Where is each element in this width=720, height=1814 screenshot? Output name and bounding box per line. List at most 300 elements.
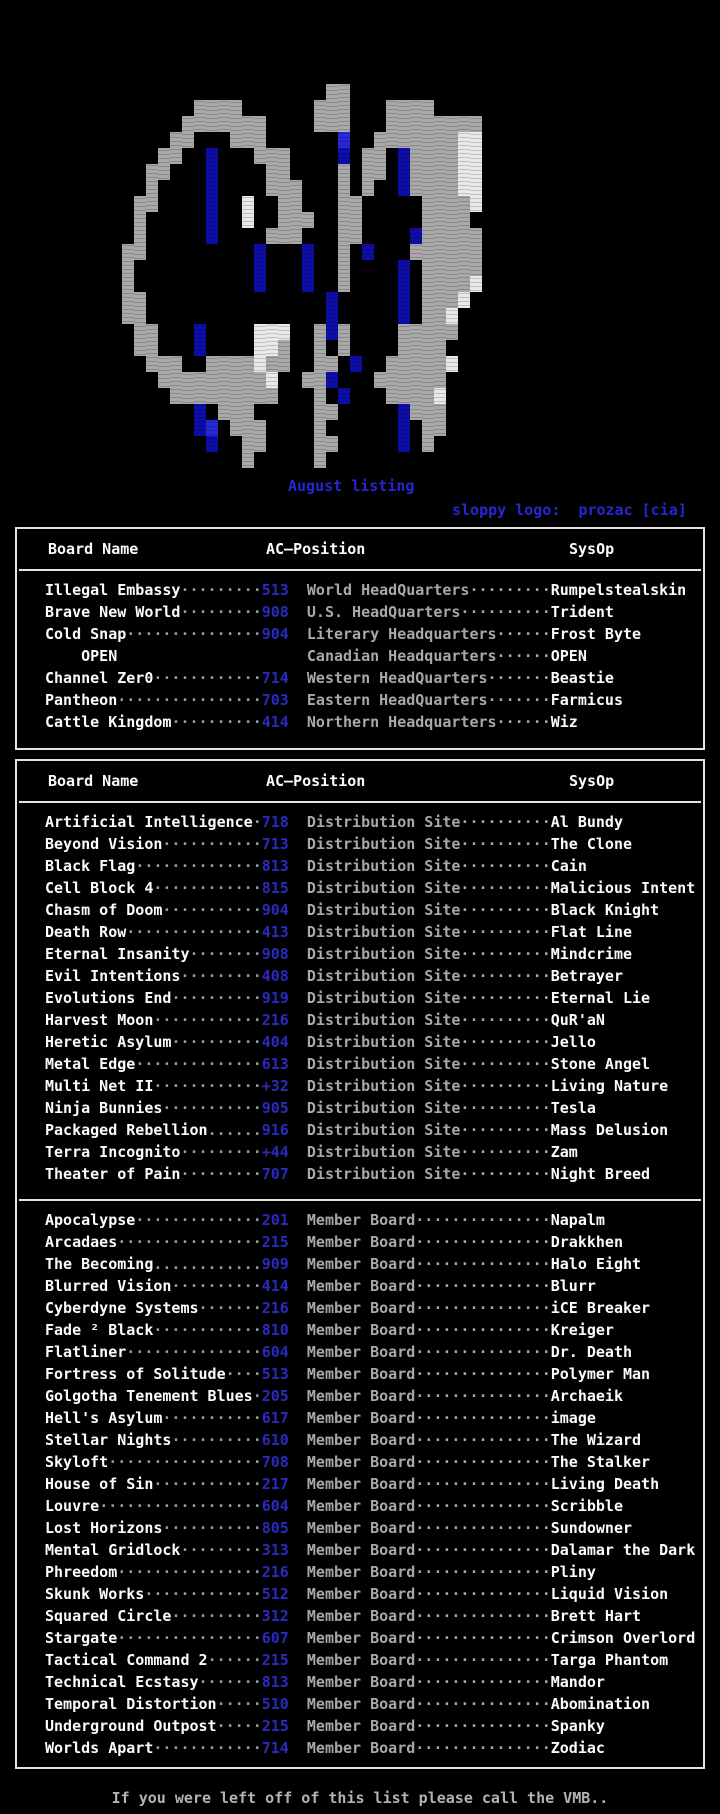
sysop-name: Al Bundy bbox=[550, 813, 623, 831]
ac-code: 613 bbox=[261, 1055, 307, 1073]
sysop-name: Sundowner bbox=[550, 1519, 633, 1537]
board-position: Distribution Site·········· bbox=[306, 1143, 551, 1161]
board-position: Member Board··············· bbox=[306, 1585, 551, 1603]
dot-leader: ········· bbox=[180, 581, 262, 599]
column-header-board-name: Board Name bbox=[48, 540, 139, 558]
ac-code: 813 bbox=[261, 1673, 307, 1691]
board-position: Member Board··············· bbox=[306, 1497, 551, 1515]
sysop-name: Eternal Lie bbox=[550, 989, 651, 1007]
ac-code: 216 bbox=[261, 1011, 307, 1029]
sysop-name: Betrayer bbox=[550, 967, 623, 985]
board-row bbox=[17, 833, 703, 855]
board-name: Apocalypse bbox=[45, 1211, 136, 1229]
board-name: Artificial Intelligence bbox=[45, 813, 253, 831]
sysop-name: image bbox=[550, 1409, 596, 1427]
dot-leader: ············ bbox=[153, 1321, 262, 1339]
ac-code: 919 bbox=[261, 989, 307, 1007]
ac-code: 510 bbox=[261, 1695, 307, 1713]
dot-leader: ············ bbox=[153, 669, 262, 687]
board-name: Louvre bbox=[45, 1497, 100, 1515]
ac-code: 714 bbox=[261, 1739, 307, 1757]
dot-leader: · bbox=[252, 813, 262, 831]
dot-leader: ················ bbox=[117, 1233, 262, 1251]
sysop-name: Living Nature bbox=[550, 1077, 669, 1095]
dot-leader: ··············· bbox=[126, 625, 262, 643]
board-row bbox=[17, 1473, 703, 1495]
sysop-name: Night Breed bbox=[550, 1165, 651, 1183]
board-name: OPEN bbox=[45, 647, 118, 665]
board-row bbox=[17, 579, 703, 601]
board-name: Cyberdyne Systems bbox=[45, 1299, 199, 1317]
board-row bbox=[17, 1671, 703, 1693]
board-name: Theater of Pain bbox=[45, 1165, 181, 1183]
ac-code: 408 bbox=[261, 967, 307, 985]
board-position: Member Board··············· bbox=[306, 1431, 551, 1449]
footer-message: If you were left off of this list please call the VMB.. bbox=[111, 1789, 609, 1807]
board-name: Fortress of Solitude bbox=[45, 1365, 226, 1383]
board-name: Arcadaes bbox=[45, 1233, 118, 1251]
board-position: Canadian Headquarters······ bbox=[306, 647, 551, 665]
ac-code: 810 bbox=[261, 1321, 307, 1339]
member-rows bbox=[17, 1209, 703, 1759]
board-position: U.S. HeadQuarters·········· bbox=[306, 603, 551, 621]
dot-leader: ·········· bbox=[171, 1431, 262, 1449]
sysop-name: Pliny bbox=[550, 1563, 596, 1581]
sysop-name: Beastie bbox=[550, 669, 614, 687]
board-position: Northern Headquarters······ bbox=[306, 713, 551, 731]
board-position: Member Board··············· bbox=[306, 1321, 551, 1339]
board-row bbox=[17, 1163, 703, 1185]
ac-code: 707 bbox=[261, 1165, 307, 1183]
ac-code: 215 bbox=[261, 1717, 307, 1735]
sysop-name: Crimson Overlord bbox=[550, 1629, 696, 1647]
board-position: Member Board··············· bbox=[306, 1607, 551, 1625]
board-name: Skyloft bbox=[45, 1453, 109, 1471]
ac-code: 916 bbox=[261, 1121, 307, 1139]
sysop-name: The Wizard bbox=[550, 1431, 642, 1449]
board-name: Cell Block 4 bbox=[45, 879, 154, 897]
board-row bbox=[17, 1495, 703, 1517]
board-name: Flatliner bbox=[45, 1343, 127, 1361]
board-name: Black Flag bbox=[45, 857, 136, 875]
listing-month-caption: August listing bbox=[288, 477, 415, 495]
board-name: Brave New World bbox=[45, 603, 181, 621]
sysop-name: Abomination bbox=[550, 1695, 651, 1713]
board-position: Distribution Site·········· bbox=[306, 989, 551, 1007]
board-name: House of Sin bbox=[45, 1475, 154, 1493]
board-name: Hell's Asylum bbox=[45, 1409, 163, 1427]
board-position: Distribution Site·········· bbox=[306, 857, 551, 875]
board-position: Distribution Site·········· bbox=[306, 945, 551, 963]
distribution-rows bbox=[17, 811, 703, 1185]
board-position: Member Board··············· bbox=[306, 1277, 551, 1295]
ac-code: 908 bbox=[261, 603, 307, 621]
board-name: Blurred Vision bbox=[45, 1277, 172, 1295]
logo-credit: sloppy logo: prozac [cia] bbox=[452, 501, 687, 519]
board-position: Member Board··············· bbox=[306, 1717, 551, 1735]
dot-leader: ········· bbox=[180, 603, 262, 621]
sysop-name: Rumpelstealskin bbox=[550, 581, 687, 599]
headquarters-rows bbox=[17, 579, 703, 733]
board-row bbox=[17, 1075, 703, 1097]
sysop-name: Targa Phantom bbox=[550, 1651, 669, 1669]
dot-leader: ··············· bbox=[126, 1343, 262, 1361]
board-position: Literary Headquarters······ bbox=[306, 625, 551, 643]
board-row bbox=[17, 711, 703, 733]
board-name: Skunk Works bbox=[45, 1585, 145, 1603]
ac-code: 312 bbox=[261, 1607, 307, 1625]
ac-code: 714 bbox=[261, 669, 307, 687]
ac-code: 708 bbox=[261, 1453, 307, 1471]
column-header-board-name: Board Name bbox=[48, 772, 139, 790]
board-row bbox=[17, 1097, 703, 1119]
board-name: Evolutions End bbox=[45, 989, 172, 1007]
sysop-name: Dalamar the Dark bbox=[550, 1541, 696, 1559]
board-row bbox=[17, 645, 703, 667]
header-divider bbox=[19, 801, 701, 803]
sysop-name: Napalm bbox=[550, 1211, 605, 1229]
ansi-art-logo bbox=[110, 84, 482, 468]
ac-code: 604 bbox=[261, 1497, 307, 1515]
board-position: Distribution Site·········· bbox=[306, 1077, 551, 1095]
ac-code: 718 bbox=[261, 813, 307, 831]
dot-leader: ················ bbox=[117, 1629, 262, 1647]
board-position: Member Board··············· bbox=[306, 1629, 551, 1647]
board-position: Member Board··············· bbox=[306, 1453, 551, 1471]
board-row bbox=[17, 965, 703, 987]
sysop-name: Zam bbox=[550, 1143, 578, 1161]
dot-leader: ············ bbox=[153, 1011, 262, 1029]
ac-code: 604 bbox=[261, 1343, 307, 1361]
sysop-name: The Clone bbox=[550, 835, 633, 853]
board-name: Cattle Kingdom bbox=[45, 713, 172, 731]
sysop-name: Stone Angel bbox=[550, 1055, 651, 1073]
sysop-name: Dr. Death bbox=[550, 1343, 633, 1361]
board-name: Harvest Moon bbox=[45, 1011, 154, 1029]
sysop-name: Kreiger bbox=[550, 1321, 614, 1339]
network-table bbox=[15, 759, 705, 1769]
board-row bbox=[17, 1275, 703, 1297]
dot-leader: ······· bbox=[198, 1673, 262, 1691]
dot-leader: ················ bbox=[117, 1563, 262, 1581]
board-row bbox=[17, 1253, 703, 1275]
board-row bbox=[17, 1363, 703, 1385]
ac-code: +44 bbox=[261, 1143, 307, 1161]
board-position: World HeadQuarters········· bbox=[306, 581, 551, 599]
board-position: Member Board··············· bbox=[306, 1409, 551, 1427]
column-header-ac-position: AC—Position bbox=[266, 540, 366, 558]
board-row bbox=[17, 1231, 703, 1253]
board-position: Member Board··············· bbox=[306, 1695, 551, 1713]
ac-code bbox=[262, 647, 307, 665]
dot-leader: ·········· bbox=[171, 1277, 262, 1295]
board-name: Metal Edge bbox=[45, 1055, 136, 1073]
sysop-name: Living Death bbox=[550, 1475, 660, 1493]
board-name: Technical Ecstasy bbox=[45, 1673, 199, 1691]
board-name: Fade ² Black bbox=[45, 1321, 154, 1339]
board-position: Member Board··············· bbox=[306, 1211, 551, 1229]
board-name: Terra Incognito bbox=[45, 1143, 181, 1161]
board-name: Stargate bbox=[45, 1629, 118, 1647]
board-position: Distribution Site·········· bbox=[306, 1033, 551, 1051]
board-name: Channel Zer0 bbox=[45, 669, 154, 687]
board-row bbox=[17, 1119, 703, 1141]
ac-code: 216 bbox=[261, 1299, 307, 1317]
sysop-name: Malicious Intent bbox=[550, 879, 696, 897]
board-name: Evil Intentions bbox=[45, 967, 181, 985]
board-row bbox=[17, 987, 703, 1009]
dot-leader: ········· bbox=[180, 967, 262, 985]
sysop-name: Brett Hart bbox=[550, 1607, 642, 1625]
board-row bbox=[17, 943, 703, 965]
board-position: Member Board··············· bbox=[306, 1387, 551, 1405]
board-position: Distribution Site·········· bbox=[306, 879, 551, 897]
board-row bbox=[17, 1693, 703, 1715]
dot-leader: ········· bbox=[180, 1143, 262, 1161]
board-name: Pantheon bbox=[45, 691, 118, 709]
ac-code: 414 bbox=[261, 1277, 307, 1295]
board-position: Member Board··············· bbox=[306, 1255, 551, 1273]
board-name: Cold Snap bbox=[45, 625, 127, 643]
ac-code: 413 bbox=[261, 923, 307, 941]
sysop-name: Polymer Man bbox=[550, 1365, 651, 1383]
dot-leader: ················ bbox=[117, 691, 262, 709]
board-position: Western HeadQuarters······· bbox=[306, 669, 551, 687]
board-position: Member Board··············· bbox=[306, 1233, 551, 1251]
board-position: Distribution Site·········· bbox=[306, 967, 551, 985]
dot-leader bbox=[117, 647, 262, 665]
board-name: Underground Outpost bbox=[45, 1717, 217, 1735]
board-position: Distribution Site·········· bbox=[306, 1055, 551, 1073]
headquarters-table bbox=[15, 527, 705, 750]
ac-code: 815 bbox=[261, 879, 307, 897]
sysop-name: Black Knight bbox=[550, 901, 660, 919]
board-row bbox=[17, 811, 703, 833]
dot-leader: ········· bbox=[180, 1165, 262, 1183]
board-name: Beyond Vision bbox=[45, 835, 163, 853]
dot-leader: ············ bbox=[153, 1475, 262, 1493]
dot-leader: ·············· bbox=[135, 857, 262, 875]
ac-code: 404 bbox=[261, 1033, 307, 1051]
board-row bbox=[17, 1209, 703, 1231]
sysop-name: Cain bbox=[550, 857, 587, 875]
ac-code: 904 bbox=[261, 901, 307, 919]
board-position: Member Board··············· bbox=[306, 1343, 551, 1361]
dot-leader: ········· bbox=[180, 1541, 262, 1559]
dot-leader: ·········· bbox=[171, 713, 262, 731]
board-row bbox=[17, 1141, 703, 1163]
dot-leader: ·············· bbox=[135, 1211, 262, 1229]
ac-code: 908 bbox=[261, 945, 307, 963]
board-row bbox=[17, 1451, 703, 1473]
board-name: The Becoming bbox=[45, 1255, 154, 1273]
sysop-name: Drakkhen bbox=[550, 1233, 623, 1251]
board-row bbox=[17, 877, 703, 899]
board-row bbox=[17, 1385, 703, 1407]
sysop-name: Scribble bbox=[550, 1497, 623, 1515]
board-position: Distribution Site·········· bbox=[306, 813, 551, 831]
column-header-sysop: SysOp bbox=[569, 772, 615, 790]
sysop-name: Jello bbox=[550, 1033, 596, 1051]
board-row bbox=[17, 855, 703, 877]
dot-leader: ············ bbox=[153, 879, 262, 897]
dot-leader: ·················· bbox=[99, 1497, 262, 1515]
header-divider bbox=[19, 569, 701, 571]
ac-code: 215 bbox=[261, 1651, 307, 1669]
ac-code: 905 bbox=[261, 1099, 307, 1117]
ac-code: 215 bbox=[261, 1233, 307, 1251]
board-row bbox=[17, 899, 703, 921]
board-name: Tactical Command 2 bbox=[45, 1651, 208, 1669]
sysop-name: Farmicus bbox=[550, 691, 623, 709]
ac-code: 513 bbox=[261, 581, 307, 599]
board-row bbox=[17, 1297, 703, 1319]
board-position: Distribution Site·········· bbox=[306, 1121, 551, 1139]
board-row bbox=[17, 1539, 703, 1561]
sysop-name: Mass Delusion bbox=[550, 1121, 669, 1139]
board-row bbox=[17, 1517, 703, 1539]
sysop-name: iCE Breaker bbox=[550, 1299, 651, 1317]
board-name: Golgotha Tenement Blues bbox=[45, 1387, 253, 1405]
sysop-name: Tesla bbox=[550, 1099, 596, 1117]
board-row bbox=[17, 1561, 703, 1583]
board-name: Mental Gridlock bbox=[45, 1541, 181, 1559]
ac-code: 414 bbox=[261, 713, 307, 731]
dot-leader: ················· bbox=[108, 1453, 262, 1471]
ac-code: 205 bbox=[261, 1387, 307, 1405]
ac-code: 909 bbox=[261, 1255, 307, 1273]
board-row bbox=[17, 1605, 703, 1627]
dot-leader: ··········· bbox=[162, 901, 262, 919]
ac-code: 216 bbox=[261, 1563, 307, 1581]
dot-leader: ······ bbox=[207, 1651, 262, 1669]
board-row bbox=[17, 667, 703, 689]
sysop-name: Frost Byte bbox=[550, 625, 642, 643]
sysop-name: The Stalker bbox=[550, 1453, 651, 1471]
board-position: Distribution Site·········· bbox=[306, 1099, 551, 1117]
sysop-name: Mandor bbox=[550, 1673, 605, 1691]
sysop-name: Zodiac bbox=[550, 1739, 605, 1757]
board-row bbox=[17, 1583, 703, 1605]
board-row bbox=[17, 1407, 703, 1429]
board-position: Distribution Site·········· bbox=[306, 1165, 551, 1183]
dot-leader: ···· bbox=[225, 1365, 262, 1383]
board-position: Member Board··············· bbox=[306, 1739, 551, 1757]
dot-leader: ............ bbox=[153, 1255, 262, 1273]
board-position: Member Board··············· bbox=[306, 1299, 551, 1317]
dot-leader: ·········· bbox=[171, 1607, 262, 1625]
board-name: Chasm of Doom bbox=[45, 901, 163, 919]
dot-leader: ··········· bbox=[162, 1409, 262, 1427]
sysop-name: Trident bbox=[550, 603, 614, 621]
board-position: Distribution Site·········· bbox=[306, 901, 551, 919]
board-row bbox=[17, 1715, 703, 1737]
board-position: Distribution Site·········· bbox=[306, 1011, 551, 1029]
board-row bbox=[17, 1627, 703, 1649]
board-position: Member Board··············· bbox=[306, 1563, 551, 1581]
dot-leader: ·············· bbox=[135, 1055, 262, 1073]
board-row bbox=[17, 1053, 703, 1075]
board-position: Distribution Site·········· bbox=[306, 835, 551, 853]
board-name: Packaged Rebellion bbox=[45, 1121, 208, 1139]
dot-leader: ····· bbox=[216, 1695, 262, 1713]
ac-code: 610 bbox=[261, 1431, 307, 1449]
dot-leader: ··········· bbox=[162, 1099, 262, 1117]
column-header-sysop: SysOp bbox=[569, 540, 615, 558]
dot-leader: ······· bbox=[198, 1299, 262, 1317]
dot-leader: ····· bbox=[216, 1717, 262, 1735]
dot-leader: ··········· bbox=[162, 835, 262, 853]
dot-leader: ··········· bbox=[162, 1519, 262, 1537]
ac-code: +32 bbox=[261, 1077, 307, 1095]
dot-leader: ...... bbox=[207, 1121, 262, 1139]
board-row bbox=[17, 1649, 703, 1671]
dot-leader: ········ bbox=[189, 945, 262, 963]
board-name: Heretic Asylum bbox=[45, 1033, 172, 1051]
ac-code: 313 bbox=[261, 1541, 307, 1559]
sysop-name: Blurr bbox=[550, 1277, 596, 1295]
board-row bbox=[17, 623, 703, 645]
ac-code: 512 bbox=[261, 1585, 307, 1603]
sysop-name: Wiz bbox=[550, 713, 578, 731]
board-row bbox=[17, 1737, 703, 1759]
ac-code: 805 bbox=[261, 1519, 307, 1537]
board-row bbox=[17, 921, 703, 943]
ac-code: 607 bbox=[261, 1629, 307, 1647]
board-row bbox=[17, 1009, 703, 1031]
board-row bbox=[17, 1031, 703, 1053]
sysop-name: Halo Eight bbox=[550, 1255, 642, 1273]
board-position: Distribution Site·········· bbox=[306, 923, 551, 941]
board-name: Multi Net II bbox=[45, 1077, 154, 1095]
ac-code: 703 bbox=[261, 691, 307, 709]
board-position: Member Board··············· bbox=[306, 1519, 551, 1537]
section-divider bbox=[19, 1199, 701, 1201]
sysop-name: QuR'aN bbox=[550, 1011, 605, 1029]
dot-leader: ··············· bbox=[126, 923, 262, 941]
dot-leader: ·········· bbox=[171, 1033, 262, 1051]
ac-code: 813 bbox=[261, 857, 307, 875]
board-name: Ninja Bunnies bbox=[45, 1099, 163, 1117]
board-row bbox=[17, 689, 703, 711]
board-row bbox=[17, 1429, 703, 1451]
column-header-ac-position: AC—Position bbox=[266, 772, 366, 790]
sysop-name: OPEN bbox=[550, 647, 587, 665]
board-position: Member Board··············· bbox=[306, 1475, 551, 1493]
board-position: Member Board··············· bbox=[306, 1541, 551, 1559]
ac-code: 617 bbox=[261, 1409, 307, 1427]
ac-code: 513 bbox=[261, 1365, 307, 1383]
dot-leader: ············ bbox=[153, 1077, 262, 1095]
board-row bbox=[17, 1341, 703, 1363]
board-position: Member Board··············· bbox=[306, 1365, 551, 1383]
board-name: Illegal Embassy bbox=[45, 581, 181, 599]
board-name: Eternal Insanity bbox=[45, 945, 190, 963]
board-name: Worlds Apart bbox=[45, 1739, 154, 1757]
dot-leader: · bbox=[252, 1387, 262, 1405]
ac-code: 217 bbox=[261, 1475, 307, 1493]
board-position: Member Board··············· bbox=[306, 1651, 551, 1669]
board-position: Eastern HeadQuarters······· bbox=[306, 691, 551, 709]
sysop-name: Mindcrime bbox=[550, 945, 633, 963]
ac-code: 713 bbox=[261, 835, 307, 853]
dot-leader: ············· bbox=[144, 1585, 262, 1603]
board-row bbox=[17, 1319, 703, 1341]
sysop-name: Flat Line bbox=[550, 923, 633, 941]
board-row bbox=[17, 601, 703, 623]
board-name: Phreedom bbox=[45, 1563, 118, 1581]
board-name: Temporal Distortion bbox=[45, 1695, 217, 1713]
